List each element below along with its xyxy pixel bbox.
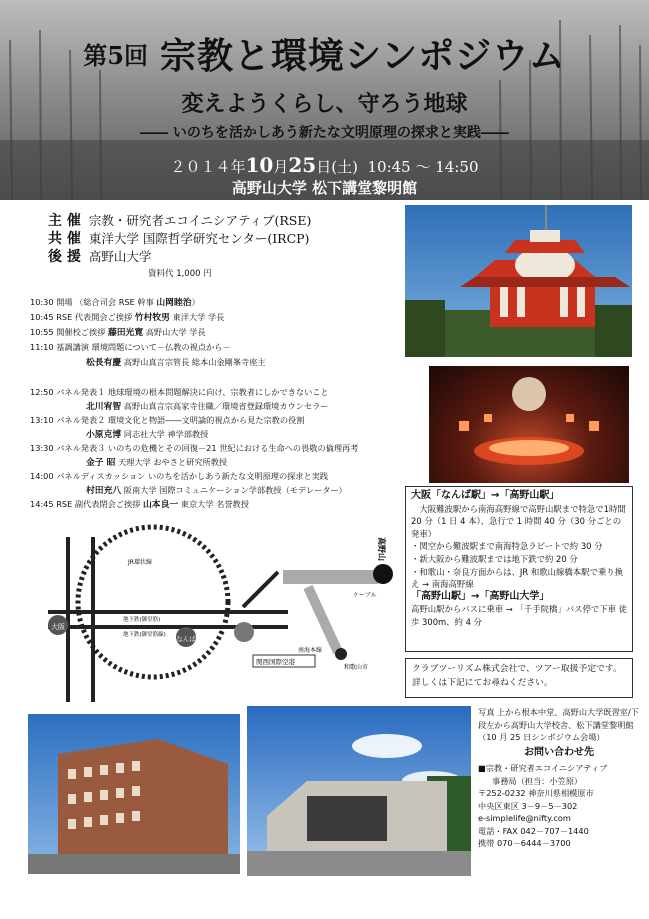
- access-title-1: 大阪「なんば駅」→「高野山駅」: [411, 490, 560, 501]
- panel-speaker: 小原克博 同志社大学 神学部教授: [86, 429, 209, 440]
- contact-mobile: 携帯 070－6444－3700: [478, 838, 571, 848]
- jr-loop-line: [78, 527, 228, 677]
- organizer-host: 主 催 宗教・研究者エコイニシアティブ(RSE): [48, 213, 312, 229]
- contact-postal: 〒252-0232 神奈川県相模原市: [478, 788, 594, 798]
- map-label: 南海本線: [298, 647, 323, 654]
- tour-notice: クラブツーリズム株式会社で、ツアー取扱予定です。詳しくは下記にてお尋ねください。: [405, 658, 633, 698]
- edition-label: 第5回: [83, 41, 148, 70]
- event-theme: ―― いのちを活かしあう新たな文明原理の探求と実践――: [140, 125, 509, 141]
- program-item: 13:30 パネル発表３ いのちの危機とその回復－21 世紀における生命への畏敬の倫理再考: [30, 443, 359, 453]
- panel-speaker: 金子 昭 天理大学 おやさと研究所教授: [86, 457, 228, 468]
- organizer-cohost: 共 催 東洋大学 国際哲学研究センター(IRCP): [48, 231, 310, 247]
- event-venue: 高野山大学 松下講堂黎明館: [231, 179, 418, 197]
- map-label: 関西国際空港: [256, 658, 295, 666]
- lecture-hall-photo: [247, 706, 471, 876]
- contact-section: [478, 706, 640, 850]
- map-label: 高野山: [377, 537, 386, 561]
- event-title: [0, 28, 649, 79]
- station-tennoji: [234, 622, 254, 642]
- symposium-title: 宗教と環境シンポジウム: [159, 35, 566, 77]
- access-map: [28, 517, 400, 707]
- pagoda-photo: [405, 205, 632, 357]
- map-label: なんば: [176, 635, 196, 643]
- interior-photo: [429, 366, 629, 483]
- rail-lines: [48, 537, 378, 702]
- map-label: 地下鉄(御堂筋): [123, 617, 161, 623]
- header-banner: [0, 0, 649, 200]
- organizer-support: 後 援 高野山大学: [48, 249, 152, 265]
- fee-label: 資料代 1,000 円: [148, 269, 212, 279]
- panel-speaker: 北川宥智 高野山真言宗高家寺住職／環境省登録環境カウンセラー: [86, 401, 329, 412]
- map-label: 地下鉄(御堂筋線): [123, 632, 166, 638]
- program-item: 10:30 開場 （総合司会 RSE 幹事 山岡睦治）: [30, 297, 200, 308]
- program-item: 13:10 パネル発表２ 環境文化と物語――文明論的視点から見た宗教の役割: [30, 415, 305, 425]
- map-label: 大阪: [51, 623, 65, 631]
- station-koyasan: [373, 564, 393, 584]
- access-info-box: [405, 486, 633, 652]
- program-item: 10:55 開催校ご挨拶 藤田光寛 高野山大学 学長: [30, 327, 206, 338]
- program-item: 14:45 RSE 副代表閉会ご挨拶 山本良一 東京大学 名誉教授: [30, 499, 249, 510]
- event-date: ２０１４年10月25日(土) 10:45 ～ 14:50: [170, 153, 479, 177]
- university-building-photo: [28, 714, 240, 874]
- keynote-speaker: 松長有慶 高野山真言宗管長 総本山金剛峯寺座主: [86, 357, 266, 368]
- map-label: ケーブル: [353, 592, 377, 599]
- program-item: 12:50 パネル発表１ 地球環境の根本問題解決に向け、宗教者にしかできないこと: [30, 387, 329, 397]
- event-subtitle: 変えようくらし、守ろう地球: [181, 91, 468, 117]
- contact-org: ■宗教・研究者エコイニシアティブ: [478, 763, 608, 773]
- map-label: JR環状線: [128, 559, 152, 566]
- contact-office: 事務局（担当：小笠原）: [492, 775, 583, 786]
- access-bullet: ・新大阪から難波駅までは地下鉄で約 20 分: [411, 553, 578, 564]
- access-bullet: ・和歌山・奈良方面からは、JR 和歌山線橋本駅で乗り換え → 南海高野線: [411, 566, 623, 590]
- access-body-2: 高野山駅からバスに乗車 → 「千手院橋」バス停で下車 徒歩 300m、約 4 分: [411, 604, 628, 627]
- access-title-2: 「高野山駅」→「高野山大学」: [411, 590, 550, 602]
- map-label: 和歌山市: [344, 664, 369, 671]
- station-wakayama: [335, 648, 347, 660]
- contact-heading: お問い合わせ先: [524, 746, 594, 758]
- program-item: 14:00 パネルディスカッション いのちを活かしあう新たな文明原理の探求と実践: [30, 471, 329, 481]
- access-bullet: ・関空から難波駅まで南海特急ラピートで約 30 分: [411, 541, 603, 552]
- program-item: 10:45 RSE 代表開会ご挨拶 竹村牧男 東洋大学 学長: [30, 312, 225, 323]
- panel-speaker: 村田充八 阪南大学 国際コミュニケーション学部教授（モデレーター）: [86, 485, 347, 496]
- access-body-1: 大阪難波駅から南海高野線で高野山駅まで特急で1時間 20 分（1 日 4 本）、急行で 1 時間 40 分（30 分ごとの発車）: [411, 503, 626, 539]
- program-item: 11:10 基調講演 環境問題について－仏教の視点から－: [30, 342, 231, 352]
- contact-email[interactable]: e-simplelife@nifty.com: [478, 813, 571, 823]
- contact-address: 中央区東区 3－9－5－302: [478, 800, 578, 811]
- event-time: 10:45 ～ 14:50: [367, 158, 479, 176]
- contact-tel: 電話・FAX 042－707－1440: [478, 825, 589, 836]
- photo-caption: 写真 上から根本中堂、高野山大学既習室/下段左から高野山大学校舎、松下講堂黎明館（10 月 25 日シンポジウム会場）: [478, 707, 639, 742]
